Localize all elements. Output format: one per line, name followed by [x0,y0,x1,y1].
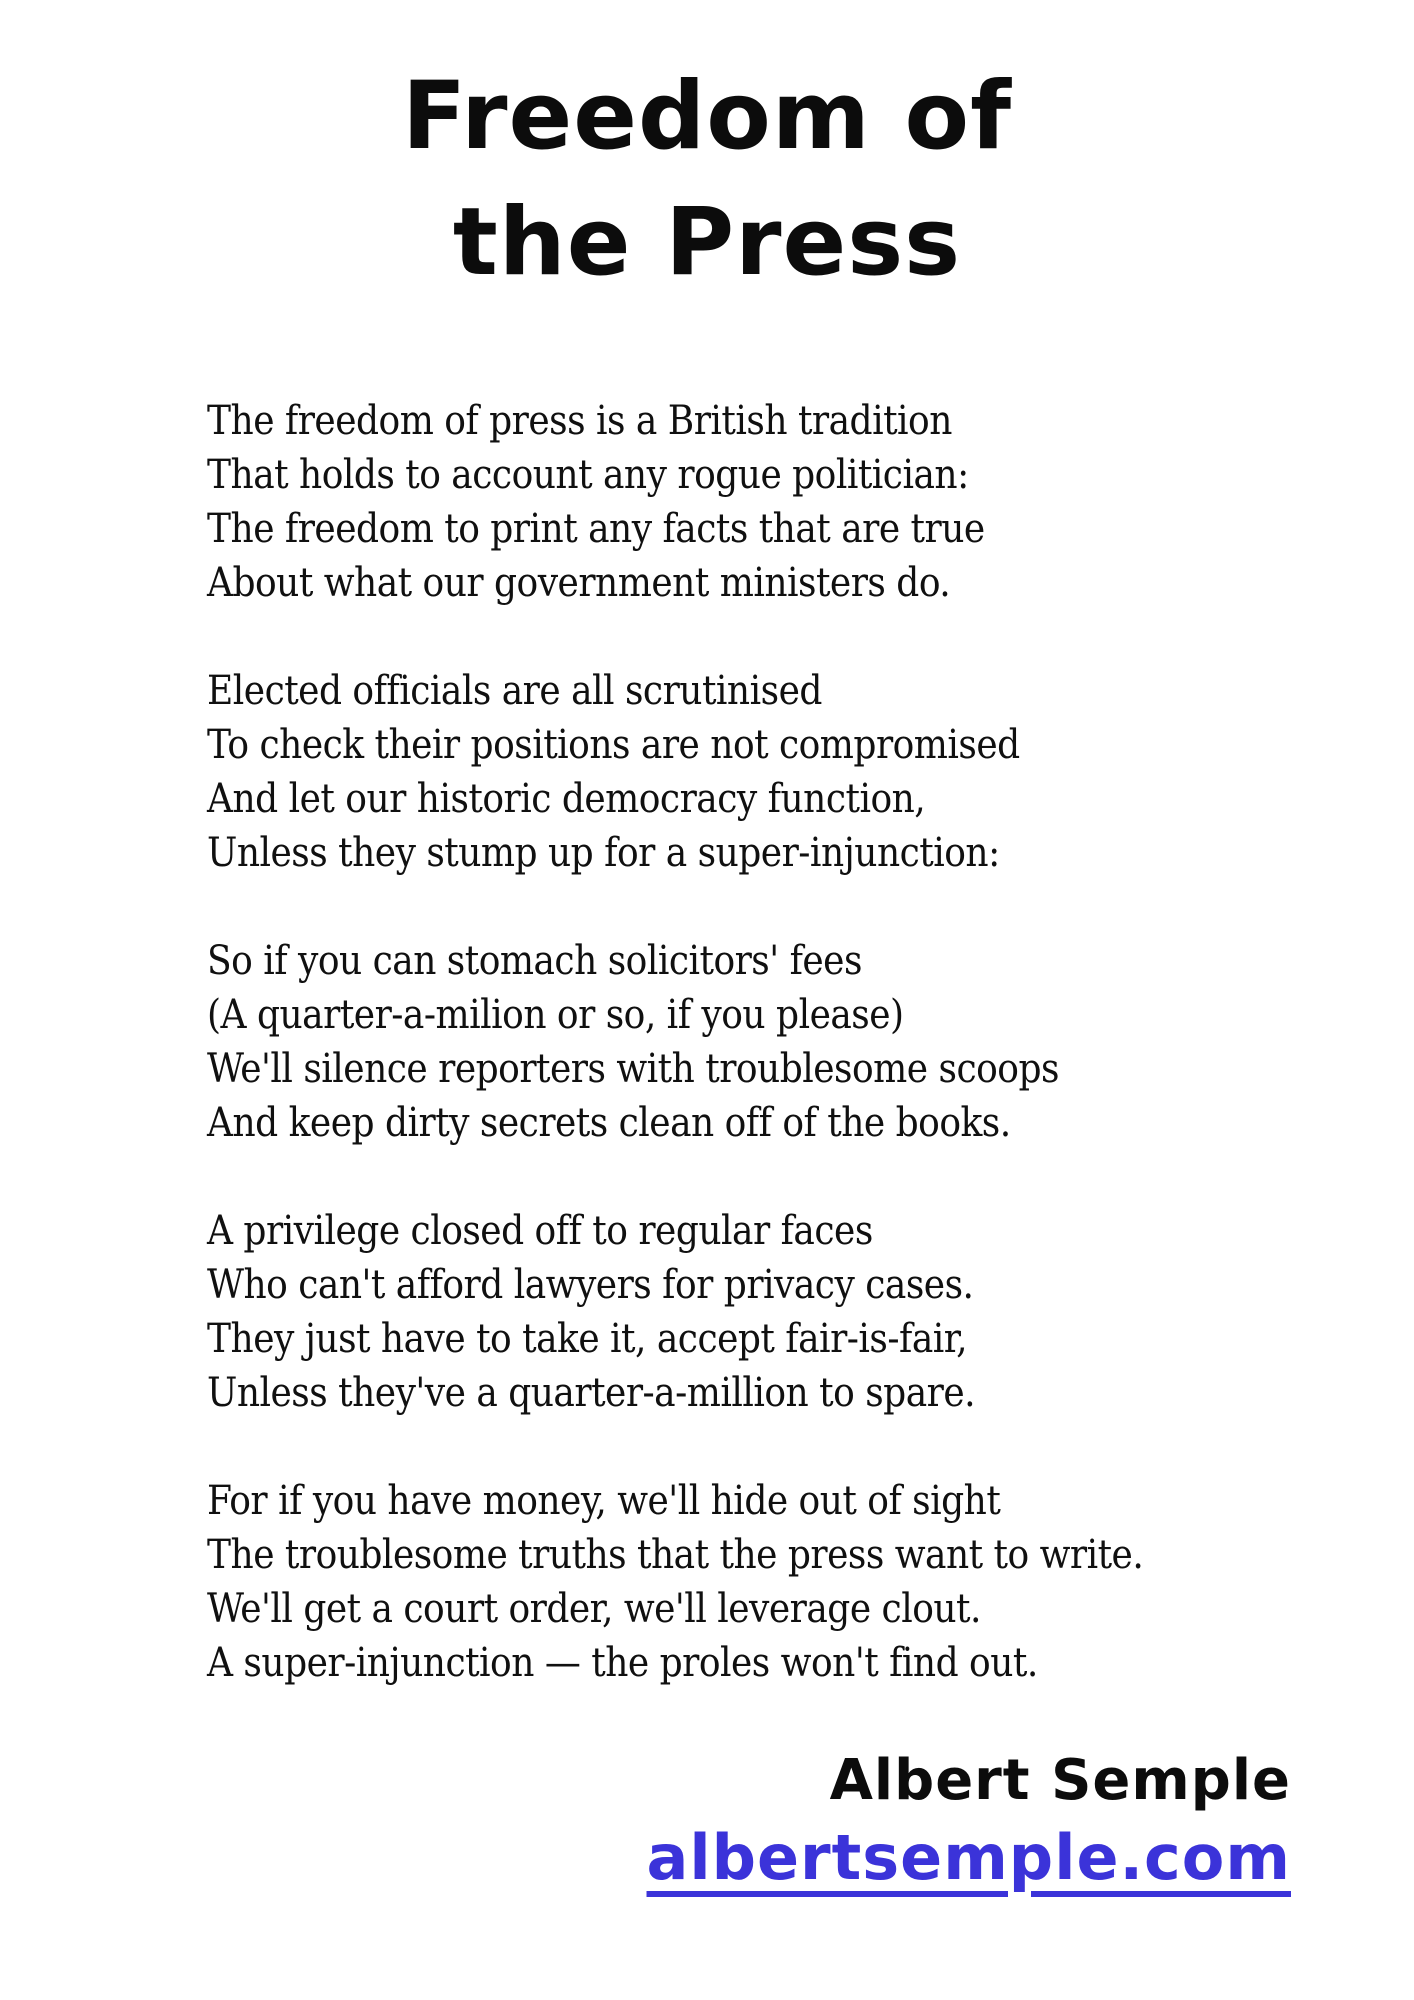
poem-stanza-4 [207,1204,1414,1420]
website-link[interactable]: albertsemple.com [646,1821,1291,1894]
poem-line: Elected officials are all scrutinised [207,668,822,714]
poem-line: For if you have money, we'll hide out of sight [207,1478,1001,1524]
poem-line: That holds to account any rogue politician: [207,452,969,498]
poem-line: Unless they've a quarter-a-million to spare. [207,1370,976,1416]
author-name: Albert Semple [829,1748,1291,1813]
page-title [0,0,1414,306]
poem-line: A privilege closed off to regular faces [207,1208,873,1254]
poem-line: The freedom to print any facts that are true [207,506,985,552]
poem-line: To check their positions are not compromised [207,722,1020,768]
poem-line: We'll get a court order, we'll leverage clout. [207,1586,981,1632]
poem-line: And keep dirty secrets clean off of the books. [207,1100,1011,1146]
poem-line: Who can't afford lawyers for privacy cases. [207,1262,974,1308]
poem-line: Unless they stump up for a super-injunction: [207,830,1000,876]
poem-line: So if you can stomach solicitors' fees [207,938,862,984]
page-title-line-2: the Press [452,188,962,297]
poem-stanza-2 [207,664,1414,880]
poem-line: The troublesome truths that the press want to write. [207,1532,1144,1578]
poem-stanza-1 [207,394,1414,610]
signature-block [0,1744,1414,1898]
poem-line: (A quarter-a-milion or so, if you please) [207,992,904,1038]
poem-line: The freedom of press is a British tradition [207,398,952,444]
page-title-line-1: Freedom of [401,62,1013,171]
poem-stanza-3 [207,934,1414,1150]
poem-line: And let our historic democracy function, [207,776,926,822]
poem-line: They just have to take it, accept fair-is-fair, [207,1316,968,1362]
poem-line: About what our government ministers do. [207,560,951,606]
poem-line: We'll silence reporters with troublesome scoops [207,1046,1059,1092]
poem-line: A super-injunction — the proles won't find out. [207,1640,1038,1686]
poem-stanza-5 [207,1474,1414,1690]
poem-body [207,394,1414,1690]
